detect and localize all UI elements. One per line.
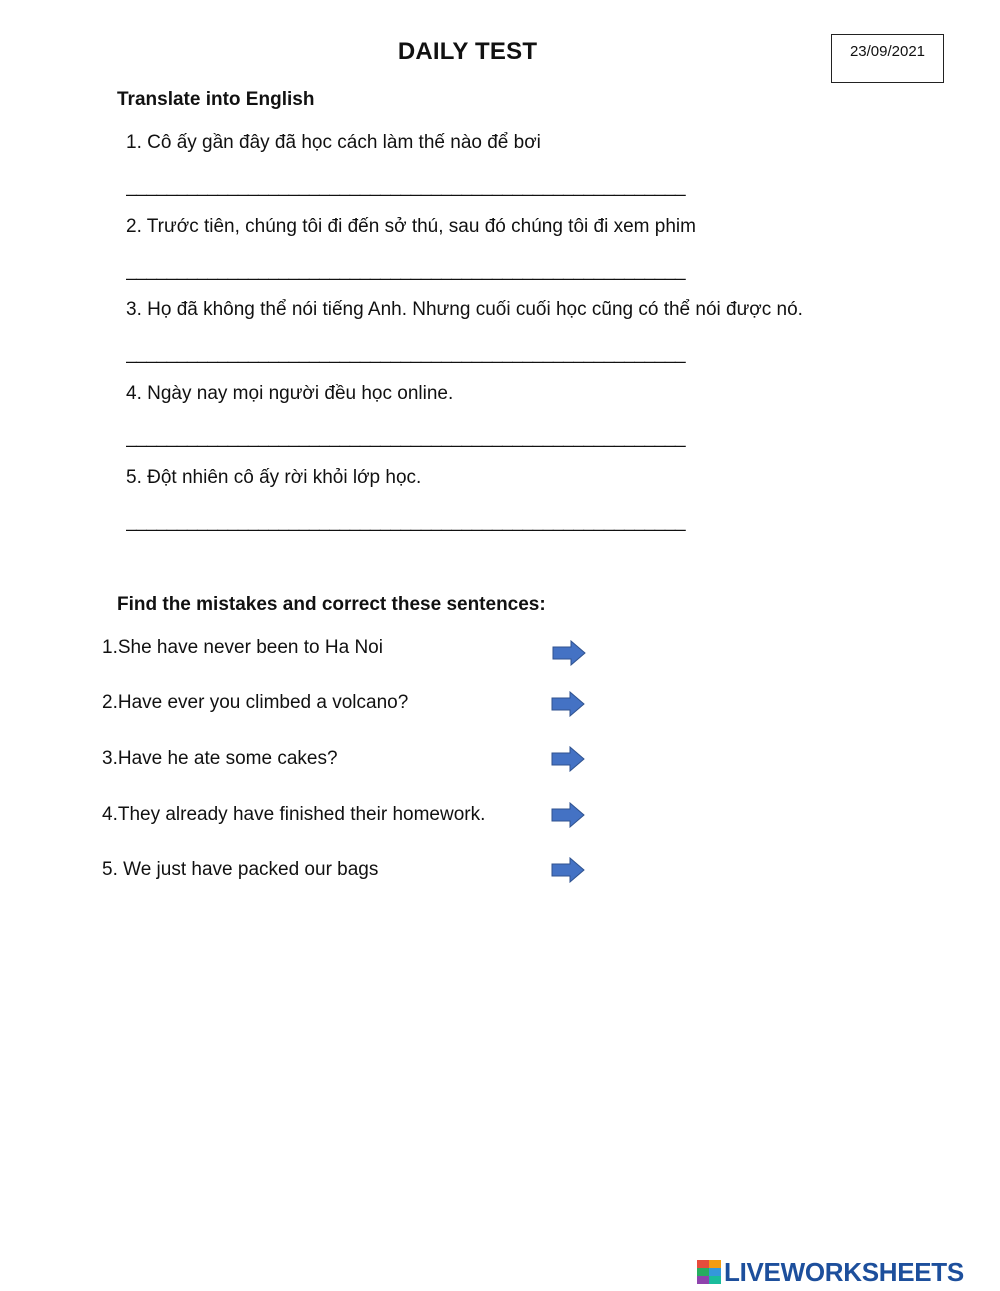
arrow-right-icon[interactable] <box>551 691 585 717</box>
liveworksheets-logo-icon <box>697 1260 721 1284</box>
answer-line-4[interactable]: _______________________________________________________ <box>126 427 686 448</box>
section-mistakes-heading: Find the mistakes and correct these sentences: <box>117 594 546 615</box>
date-box: 23/09/2021 <box>831 34 944 83</box>
liveworksheets-logo <box>697 1257 964 1287</box>
mistake-item-2: 2.Have ever you climbed a volcano? <box>102 692 409 713</box>
mistake-item-5: 5. We just have packed our bags <box>102 859 379 880</box>
logo-text: LIVEWORKSHEETS <box>724 1256 964 1287</box>
page-title: DAILY TEST <box>397 38 538 65</box>
translate-item-2: 2. Trước tiên, chúng tôi đi đến sở thú, sau đó chúng tôi đi xem phim <box>126 216 696 237</box>
translate-item-1: 1. Cô ấy gần đây đã học cách làm thế nào để bơi <box>126 132 541 153</box>
mistake-item-4: 4.They already have finished their homework. <box>102 804 486 825</box>
arrow-right-icon[interactable] <box>551 802 585 828</box>
answer-line-3[interactable]: _______________________________________________________ <box>126 343 686 364</box>
arrow-right-icon[interactable] <box>552 640 586 666</box>
arrow-right-icon[interactable] <box>551 746 585 772</box>
translate-item-3: 3. Họ đã không thể nói tiếng Anh. Nhưng cuối cuối học cũng có thể nói được nó. <box>126 299 803 320</box>
arrow-right-icon[interactable] <box>551 857 585 883</box>
answer-line-5[interactable]: _______________________________________________________ <box>126 511 686 532</box>
translate-item-5: 5. Đột nhiên cô ấy rời khỏi lớp học. <box>126 467 422 488</box>
section-translate-heading: Translate into English <box>117 89 315 110</box>
answer-line-1[interactable]: _______________________________________________________ <box>126 176 686 197</box>
answer-line-2[interactable]: _______________________________________________________ <box>126 260 686 281</box>
translate-item-4: 4. Ngày nay mọi người đều học online. <box>126 383 454 404</box>
mistake-item-1: 1.She have never been to Ha Noi <box>102 637 383 658</box>
mistake-item-3: 3.Have he ate some cakes? <box>102 748 338 769</box>
